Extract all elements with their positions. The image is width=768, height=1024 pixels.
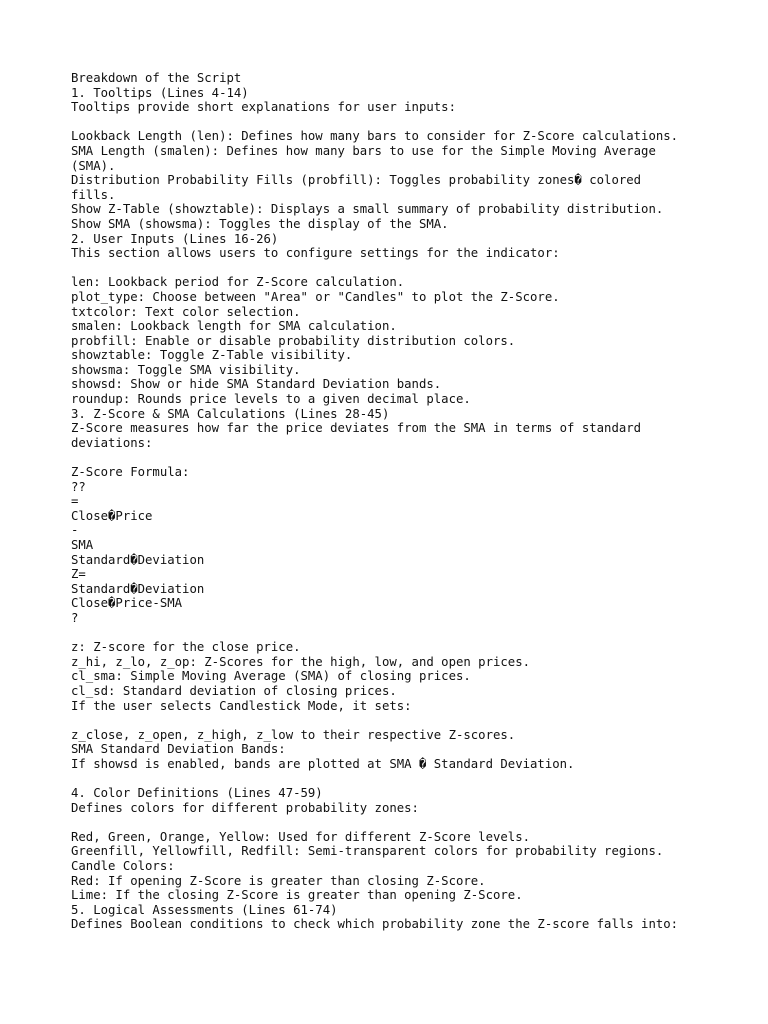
text-line: Tooltips provide short explanations for user inputs: bbox=[71, 100, 456, 115]
text-line: Z-Score Formula: bbox=[71, 465, 190, 480]
text-line: z: Z-score for the close price. bbox=[71, 640, 301, 655]
text-line: Lookback Length (len): Defines how many bars to consider for Z-Score calculations. bbox=[71, 129, 679, 144]
text-line: Show Z-Table (showztable): Displays a small summary of probability distribution. bbox=[71, 202, 664, 217]
blank-line bbox=[71, 626, 731, 641]
text-line: 5. Logical Assessments (Lines 61-74) bbox=[71, 902, 338, 917]
blank-line bbox=[71, 261, 731, 276]
text-line: Z= bbox=[71, 567, 86, 582]
text-line: SMA bbox=[71, 538, 94, 552]
text-line: Red, Green, Orange, Yellow: Used for different Z-Score levels. bbox=[71, 829, 531, 844]
text-line: Distribution Probability Fills (probfill): Toggles probability zones� colored bbox=[71, 173, 642, 188]
text-line: SMA Length (smalen): Defines how many bars to use for the Simple Moving Average bbox=[71, 143, 656, 158]
text-line: deviations: bbox=[71, 435, 153, 450]
text-line: SMA Standard Deviation Bands: bbox=[71, 742, 286, 757]
text-line: fills. bbox=[71, 187, 116, 202]
text-line: = bbox=[71, 494, 79, 509]
text-line: If showsd is enabled, bands are plotted at SMA � Standard Deviation. bbox=[71, 756, 575, 771]
blank-line bbox=[71, 115, 731, 130]
text-line: If the user selects Candlestick Mode, it sets: bbox=[71, 698, 412, 713]
text-line: Greenfill, Yellowfill, Redfill: Semi-transparent colors for probability regions. bbox=[71, 844, 664, 859]
text-line: 1. Tooltips (Lines 4-14) bbox=[71, 85, 249, 100]
text-line: Close�Price bbox=[71, 508, 153, 523]
text-line: showsma: Toggle SMA visibility. bbox=[71, 362, 301, 377]
text-line: showsd: Show or hide SMA Standard Deviation bands. bbox=[71, 377, 442, 392]
text-line: Red: If opening Z-Score is greater than closing Z-Score. bbox=[71, 873, 486, 888]
text-line: Lime: If the closing Z-Score is greater than opening Z-Score. bbox=[71, 888, 523, 903]
text-line: cl_sd: Standard deviation of closing prices. bbox=[71, 683, 397, 698]
blank-line bbox=[71, 772, 731, 787]
text-line: z_hi, z_lo, z_op: Z-Scores for the high, low, and open prices. bbox=[71, 654, 531, 669]
text-line: (SMA). bbox=[71, 158, 116, 173]
text-line: 2. User Inputs (Lines 16-26) bbox=[71, 231, 279, 246]
blank-line bbox=[71, 450, 731, 465]
text-line: - bbox=[71, 523, 79, 538]
text-line: roundup: Rounds price levels to a given decimal place. bbox=[71, 392, 471, 407]
text-line: smalen: Lookback length for SMA calculation. bbox=[71, 319, 397, 334]
blank-line bbox=[71, 815, 731, 830]
text-line: Standard�Deviation bbox=[71, 581, 205, 596]
text-line: This section allows users to configure settings for the indicator: bbox=[71, 246, 560, 261]
text-line: cl_sma: Simple Moving Average (SMA) of closing prices. bbox=[71, 669, 471, 684]
text-line: Standard�Deviation bbox=[71, 552, 205, 567]
text-line: ?? bbox=[71, 479, 86, 494]
text-line: ? bbox=[71, 610, 79, 625]
text-line: Defines Boolean conditions to check which probability zone the Z-score falls into: bbox=[71, 917, 679, 932]
blank-line bbox=[71, 713, 731, 728]
text-line: Breakdown of the Script bbox=[71, 71, 242, 85]
text-line: plot_type: Choose between "Area" or "Candles" to plot the Z-Score. bbox=[71, 289, 560, 304]
text-line: Candle Colors: bbox=[71, 859, 175, 874]
text-line: probfill: Enable or disable probability distribution colors. bbox=[71, 333, 516, 348]
text-line: Close�Price-SMA bbox=[71, 596, 183, 611]
text-line: z_close, z_open, z_high, z_low to their respective Z-scores. bbox=[71, 727, 516, 742]
text-line: Show SMA (showsma): Toggles the display of the SMA. bbox=[71, 216, 449, 231]
text-line: showztable: Toggle Z-Table visibility. bbox=[71, 348, 353, 363]
text-line: len: Lookback period for Z-Score calculation. bbox=[71, 275, 405, 290]
document-body bbox=[71, 71, 731, 932]
text-line: 3. Z-Score & SMA Calculations (Lines 28-45) bbox=[71, 406, 390, 421]
text-line: 4. Color Definitions (Lines 47-59) bbox=[71, 786, 323, 801]
text-line: txtcolor: Text color selection. bbox=[71, 304, 301, 319]
text-line: Z-Score measures how far the price deviates from the SMA in terms of standard bbox=[71, 421, 642, 436]
text-line: Defines colors for different probability zones: bbox=[71, 800, 419, 815]
